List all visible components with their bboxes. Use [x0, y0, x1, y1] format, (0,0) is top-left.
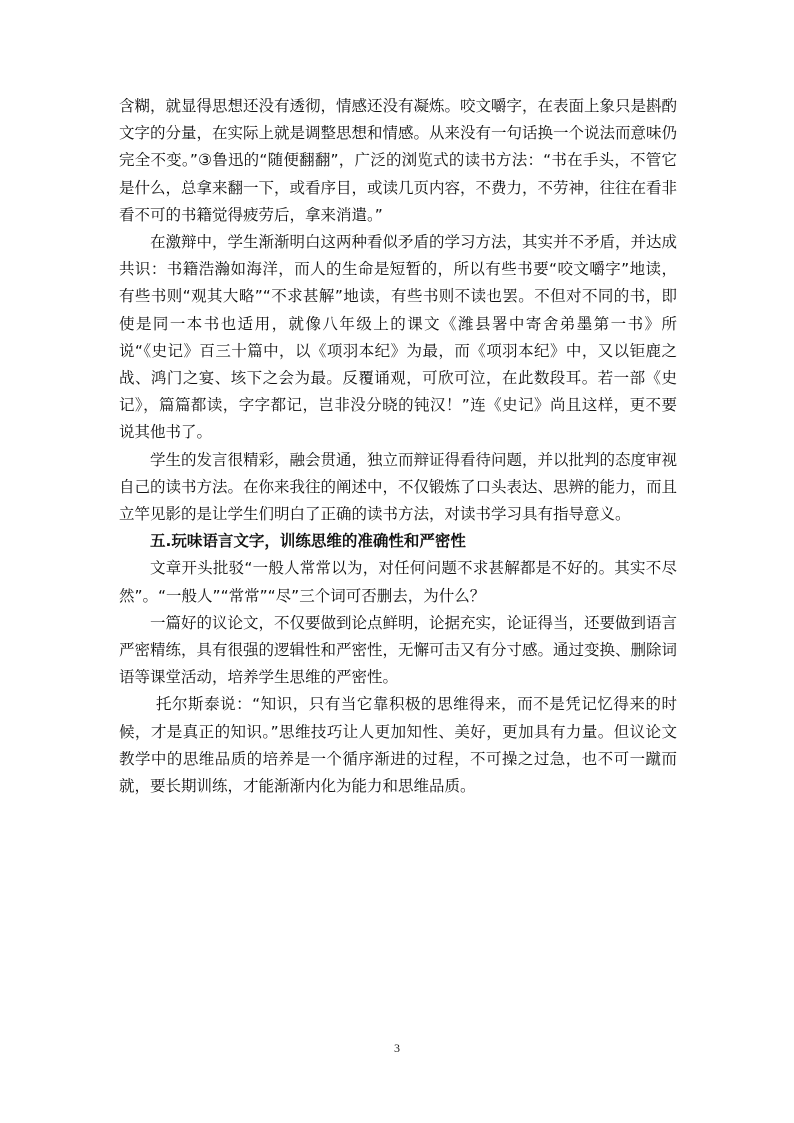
paragraph-continued: 含糊，就显得思想还没有透彻，情感还没有凝炼。咬文嚼字，在表面上象只是斟酌文字的分量，在实际上就是调整思想和情感。从来没有一句话换一个说法而意味仍完全不变。”③鲁迅的“随便翻翻”，广泛的浏览式的读书方法：“书在手头，不管它是什么，总拿来翻一下，或看序目，或读几页内容，不费力，不劳神，往往在看非看不可的书籍觉得疲劳后，拿来消遣。”: [119, 97, 678, 224]
section-heading-five: 五.玩味语言文字，训练思维的准确性和严密性: [150, 532, 466, 551]
page-number: 3: [394, 1041, 400, 1055]
paragraph-argument-essay: 一篇好的议论文，不仅要做到论点鲜明，论据充实，论证得当，还要做到语言严密精练，具有很强的逻辑性和严密性，无懈可击又有分寸感。通过变换、删除词语等课堂活动，培养学生思维的严密性。: [119, 613, 678, 687]
paragraph-debate-consensus: 在激辩中，学生渐渐明白这两种看似矛盾的学习方法，其实并不矛盾，并达成共识：书籍浩瀚如海洋，而人的生命是短暂的，所以有些书要“咬文嚼字”地读，有些书则“观其大略”“不求甚解”地读，有些书则不读也罢。不但对不同的书，即使是同一本书也适用，就像八年级上的课文《潍县署中寄舍弟墨第一书》所说“《史记》百三十篇中，以《项羽本纪》为最，而《项羽本纪》中，又以钜鹿之战、鸿门之宴、垓下之会为最。反覆诵观，可欣可泣，在此数段耳。若一部《史记》，篇篇都读，字字都记，岂非没分晓的钝汉！”连《史记》尚且这样，更不要说其他书了。: [119, 233, 678, 442]
paragraph-word-question: 文章开头批驳“一般人常常以为，对任何问题不求甚解都是不好的。其实不尽然”。“一般人”“常常”“尽”三个词可否删去，为什么？: [119, 559, 677, 605]
page-body: [119, 93, 677, 800]
paragraph-tolstoy-quote: 托尔斯泰说：“知识，只有当它靠积极的思维得来，而不是凭记忆得来的时候，才是真正的知识。”思维技巧让人更加知性、美好，更加具有力量。但议论文教学中的思维品质的培养是一个循序渐进的过程，不可操之过急，也不可一蹴而就，要长期训练，才能渐渐内化为能力和思维品质。: [119, 695, 677, 796]
paragraph-student-speech: 学生的发言很精彩，融会贯通，独立而辩证得看待问题，并以批判的态度审视自己的读书方法。在你来我往的阐述中，不仅锻炼了口头表达、思辨的能力，而且立竿见影的是让学生们明白了正确的读书方法，对读书学习具有指导意义。: [119, 450, 678, 524]
